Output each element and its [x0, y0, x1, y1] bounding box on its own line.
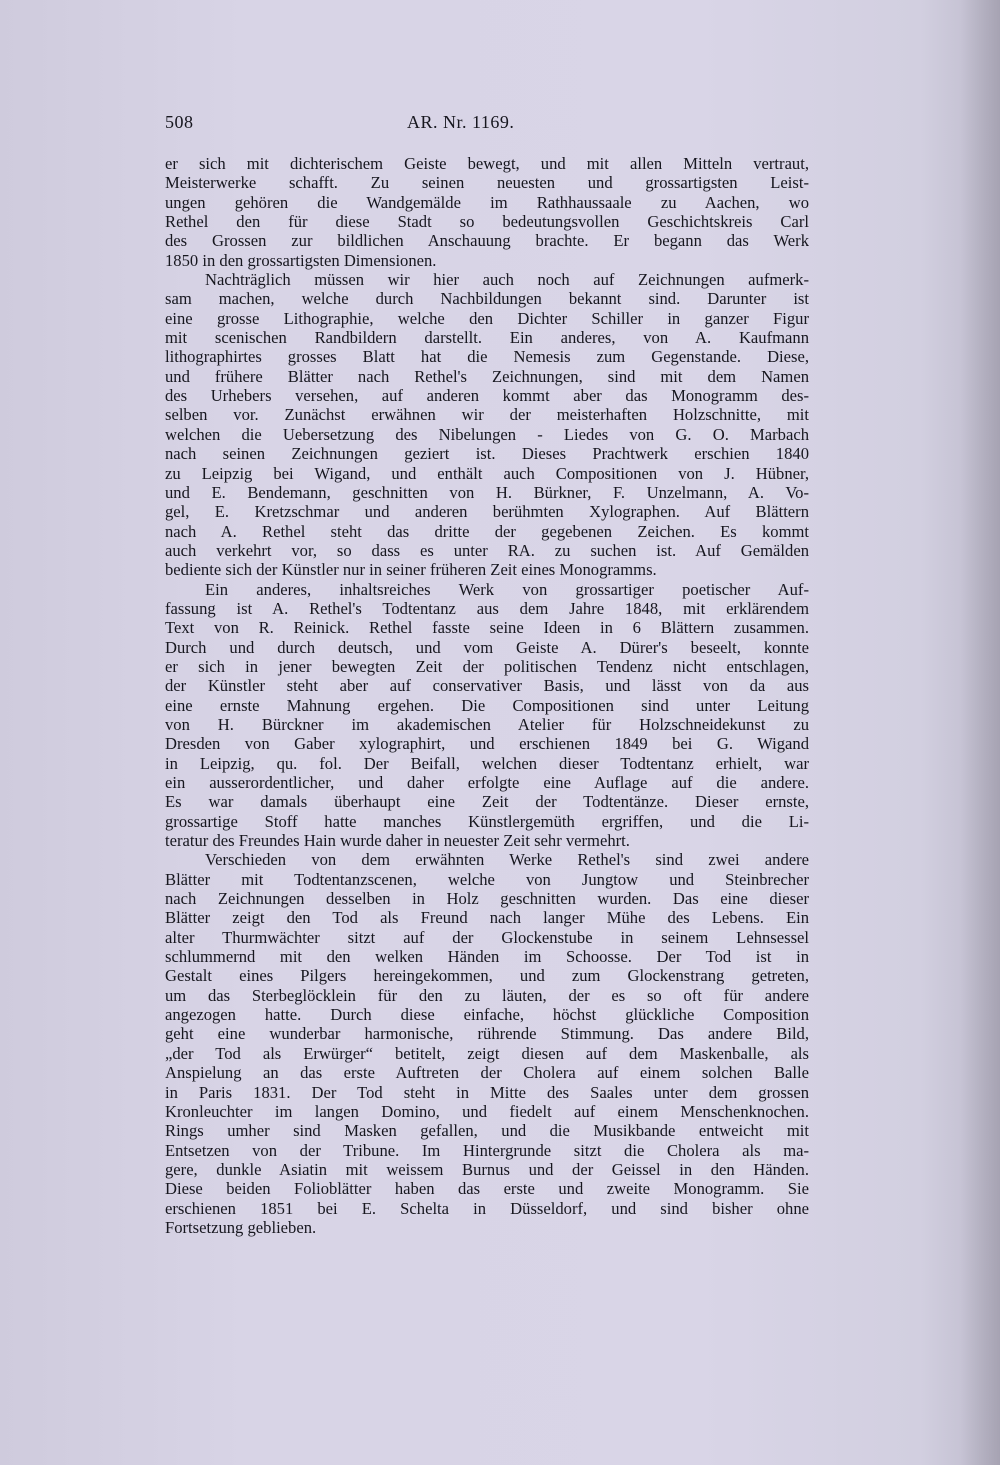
text-line: Durch und durch deutsch, und vom Geiste A. Dürer's beseelt, konnte — [165, 637, 809, 657]
text-line: in Leipzig, qu. fol. Der Beifall, welchen dieser Todtentanz erhielt, war — [165, 753, 809, 773]
page-header — [165, 112, 809, 138]
text-line: sam machen, welche durch Nachbildungen bekannt sind. Darunter ist — [165, 289, 809, 309]
text-line: alter Thurmwächter sitzt auf der Glockenstube in seinem Lehnsessel — [165, 927, 809, 947]
text-line: Entsetzen von der Tribune. Im Hintergrunde sitzt die Cholera als ma- — [165, 1140, 809, 1160]
text-line: Text von R. Reinick. Rethel fasste seine Ideen in 6 Blättern zusammen. — [165, 618, 809, 638]
text-line: welchen die Uebersetzung des Nibelungen - Liedes von G. O. Marbach — [165, 424, 809, 444]
text-line: Ein anderes, inhaltsreiches Werk von grossartiger poetischer Auf- — [205, 579, 809, 599]
text-line: teratur des Freundes Hain wurde daher in neuester Zeit sehr vermehrt. — [165, 831, 630, 851]
text-line: gere, dunkle Asiatin mit weissem Burnus und der Geissel in den Händen. — [165, 1159, 809, 1179]
text-line: geht eine wunderbar harmonische, rührende Stimmung. Das andere Bild, — [165, 1024, 809, 1044]
text-line: zu Leipzig bei Wigand, und enthält auch Compositionen von J. Hübner, — [165, 463, 809, 483]
text-line: in Paris 1831. Der Tod steht in Mitte des Saales unter dem grossen — [165, 1082, 809, 1102]
text-line: Rings umher sind Masken gefallen, und die Musikbande entweicht mit — [165, 1121, 809, 1141]
text-line: 1850 in den grossartigsten Dimensionen. — [165, 250, 437, 270]
text-line: auch verkehrt vor, so dass es unter RA. zu suchen ist. Auf Gemälden — [165, 540, 809, 560]
text-line: angezogen hatte. Durch diese einfache, höchst glückliche Composition — [165, 1005, 809, 1025]
text-line: bediente sich der Künstler nur in seiner früheren Zeit eines Monogramms. — [165, 560, 657, 580]
text-line: Blätter mit Todtentanzscenen, welche von Jungtow und Steinbrecher — [165, 869, 809, 889]
text-line: erschienen 1851 bei E. Schelta in Düsseldorf, und sind bisher ohne — [165, 1198, 809, 1218]
text-line: nach A. Rethel steht das dritte der gegebenen Zeichen. Es kommt — [165, 521, 809, 541]
text-line: eine grosse Lithographie, welche den Dichter Schiller in ganzer Figur — [165, 308, 809, 328]
text-line: Es war damals überhaupt eine Zeit der Todtentänze. Dieser ernste, — [165, 792, 809, 812]
text-line: schlummernd mit den welken Händen im Schoosse. Der Tod ist in — [165, 947, 809, 967]
text-line: mit scenischen Randbildern darstellt. Ein anderes, von A. Kaufmann — [165, 328, 809, 348]
text-line: er sich in jener bewegten Zeit der politischen Tendenz nicht entschlagen, — [165, 656, 809, 676]
text-line: Blätter zeigt den Tod als Freund nach langer Mühe des Lebens. Ein — [165, 908, 809, 928]
text-line: Gestalt eines Pilgers hereingekommen, und zum Glockenstrang getreten, — [165, 966, 809, 986]
text-line: ein ausserordentlicher, und daher erfolgte eine Auflage auf die andere. — [165, 773, 809, 792]
text-line: grossartige Stoff hatte manches Künstlergemüth ergriffen, und die Li- — [165, 811, 809, 831]
text-line: Meisterwerke schafft. Zu seinen neuesten und grossartigsten Leist- — [165, 173, 809, 193]
text-line: lithographirtes grosses Blatt hat die Nemesis zum Gegenstande. Diese, — [165, 347, 809, 367]
text-line: gel, E. Kretzschmar und anderen berühmten Xylographen. Auf Blättern — [165, 502, 809, 522]
running-head: AR. Nr. 1169. — [407, 112, 515, 132]
text-line: Fortsetzung geblieben. — [165, 1217, 317, 1237]
text-line: Nachträglich müssen wir hier auch noch auf Zeichnungen aufmerk- — [205, 270, 809, 290]
text-line: nach Zeichnungen desselben in Holz geschnitten wurden. Das eine dieser — [165, 889, 809, 909]
text-line: eine ernste Mahnung ergehen. Die Compositionen sind unter Leitung — [165, 695, 809, 715]
text-line: selben vor. Zunächst erwähnen wir der meisterhaften Holzschnitte, mit — [165, 405, 809, 425]
text-line: Verschieden von dem erwähnten Werke Rethel's sind zwei andere — [205, 850, 809, 870]
text-line: Dresden von Gaber xylographirt, und erschienen 1849 bei G. Wigand — [165, 734, 809, 754]
text-line: Diese beiden Folioblätter haben das erste und zweite Monogramm. Sie — [165, 1179, 809, 1199]
text-line: von H. Bürckner im akademischen Atelier für Holzschneidekunst zu — [165, 714, 809, 734]
text-line: und E. Bendemann, geschnitten von H. Bürkner, F. Unzelmann, A. Vo- — [165, 482, 809, 502]
text-line: Anspielung an das erste Auftreten der Cholera auf einem solchen Balle — [165, 1063, 809, 1083]
body-text — [165, 154, 809, 1237]
text-line: Kronleuchter im langen Domino, und fiedelt auf einem Menschenknochen. — [165, 1101, 809, 1121]
page-edge-shadow — [960, 0, 1000, 1465]
text-line: des Urhebers versehen, auf anderen kommt aber das Monogramm des- — [165, 386, 809, 406]
text-line: fassung ist A. Rethel's Todtentanz aus dem Jahre 1848, mit erklärendem — [165, 598, 809, 618]
text-line: um das Sterbeglöcklein für den zu läuten, der es so oft für andere — [165, 985, 809, 1005]
text-line: „der Tod als Erwürger“ betitelt, zeigt diesen auf dem Maskenballe, als — [165, 1043, 809, 1063]
text-line: der Künstler steht aber auf conservativer Basis, und lässt von da aus — [165, 676, 809, 696]
text-line: Rethel den für diese Stadt so bedeutungsvollen Geschichtskreis Carl — [165, 212, 809, 232]
page-number: 508 — [165, 112, 194, 132]
text-line: des Grossen zur bildlichen Anschauung brachte. Er begann das Werk — [165, 231, 809, 251]
text-line: ungen gehören die Wandgemälde im Rathhaussaale zu Aachen, wo — [165, 192, 809, 212]
text-line: er sich mit dichterischem Geiste bewegt, und mit allen Mitteln vertraut, — [165, 154, 809, 173]
text-line: und frühere Blätter nach Rethel's Zeichnungen, sind mit dem Namen — [165, 366, 809, 386]
text-line: nach seinen Zeichnungen geziert ist. Dieses Prachtwerk erschien 1840 — [165, 444, 809, 464]
